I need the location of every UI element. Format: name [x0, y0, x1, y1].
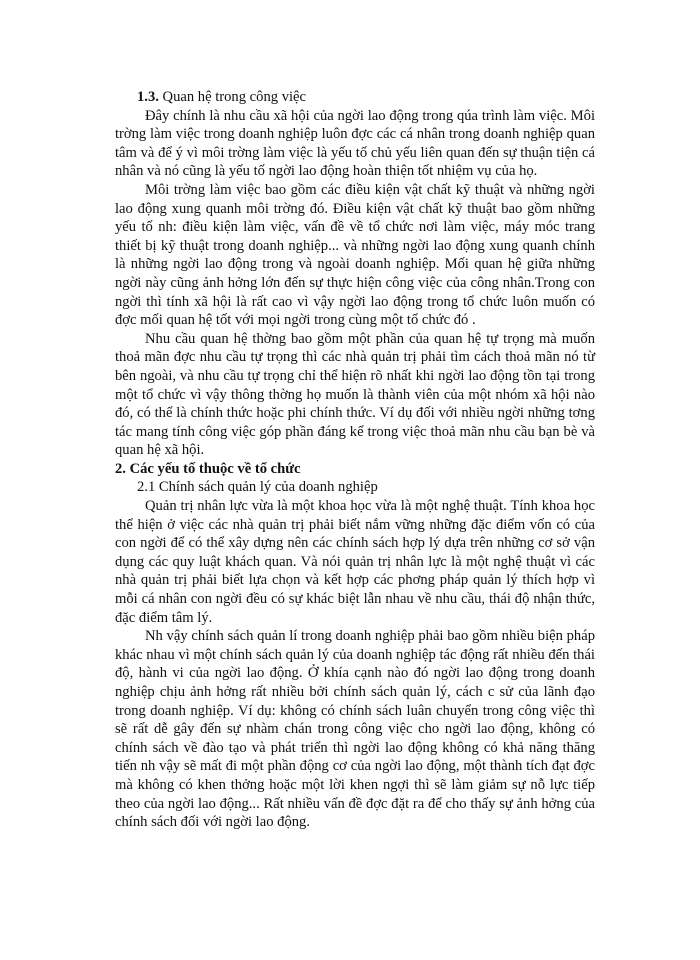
paragraph-2-1-a: Quản trị nhân lực vừa là một khoa học vừa là một nghệ thuật. Tính khoa học thể hiện ở việc các nhà quản trị phải biết nắm vững những đặc điểm vốn có của con ngời để có thể xây dựng nên các chính sách hợp lý dựa trên những cơ sở vận dụng các quy luật khách quan. Và nói quản trị nhân lực là một nghệ thuật vì các nhà quản trị phải biết lựa chọn và kết hợp các phơng pháp quản lý thích hợp vì mỗi cá nhân con ngời đều có sự khác biệt lẫn nhau về nhu cầu, thái độ nhận thức, đặc điểm tâm lý. — [115, 498, 595, 626]
heading-1-3-number: 1.3. — [137, 89, 159, 105]
heading-2-1: 2.1 Chính sách quản lý của doanh nghiệp — [137, 479, 378, 496]
paragraph-2-1-b: Nh vậy chính sách quản lí trong doanh nghiệp phải bao gồm nhiều biện pháp khác nhau vì một chính sách quản lý của doanh nghiệp tác động rất nhiều đến thái độ, hành vi của ngời lao động. Ở khía cạnh nào đó ngời lao động trong doanh nghiệp chịu ảnh hởng rất nhiều bởi chính sách quản lý, cách c sử của lãnh đạo trong doanh nghiệp. Ví dụ: không có chính sách luân chuyển trong công việc thì sẽ rất dễ gây đến sự nhàm chán trong công việc cho ngời lao động, không có chính sách về đào tạo và phát triển thì ngời lao động không có khả năng thăng tiến nh vậy sẽ mất đi một phần động cơ của ngời lao động, một thành tích đạt đợc mà không có khen thởng hoặc một lời khen ngợi thì sẽ làm giảm sự nỗ lực tiếp theo của ngời lao động... Rất nhiều vấn đề đợc đặt ra để cho thấy sự ảnh hởng của chính sách đối với ngời lao động. — [115, 628, 595, 831]
heading-1-3-title: Quan hệ trong công việc — [158, 89, 306, 105]
paragraph-1-3-c: Nhu cầu quan hệ thờng bao gồm một phần của quan hệ tự trọng mà muốn thoả mãn đợc nhu cầu tự trọng thì các nhà quản trị phải tìm cách thoả mãn nó từ bên ngoài, và nhu cầu tự trọng chỉ thể hiện rõ nhất khi ngời lao động tồn tại trong một tổ chức vì vậy thông thờng họ muốn là thành viên của một nhóm xã hội nào đó, có thể là chính thức hoặc phi chính thức. Ví dụ đối với nhiều ngời những tơng tác mang tính công việc góp phần đáng kể trong việc thoả mãn nhu cầu bạn bè và quan hệ xã hội. — [115, 330, 595, 459]
paragraph-1-3-b: Môi trờng làm việc bao gồm các điều kiện vật chất kỹ thuật và những ngời lao động xung quanh môi trờng đó. Điều kiện vật chất kỹ thuật bao gồm những yếu tố nh: điều kiện làm việc, vấn đề về tổ chức nơi làm việc, máy móc trang thiết bị kỹ thuật trong doanh nghiệp... và những ngời lao động xung quanh chính là những ngời lao động trong và ngoài doanh nghiệp. Mối quan hệ giữa những ngời này cũng ảnh hởng lớn đến sự thực hiện công việc của công nhân.Trong con ngời thì tính xã hội là rất cao vì vậy ngời lao động trong tổ chức luôn muốn có đợc mối quan hệ tốt với mọi ngời trong cùng một tổ chức đó . — [115, 181, 595, 329]
paragraph-1-3-a: Đây chính là nhu cầu xã hội của ngời lao động trong qúa trình làm việc. Môi trờng làm việc trong doanh nghiệp luôn đợc các cá nhân trong doanh nghiệp quan tâm và để ý vì môi trờng làm việc là yếu tố chủ yếu liên quan đến sự thuận tiện cá nhân và nó cũng là yếu tố ngời lao động hoàn thiện tốt nhiệm vụ của họ. — [115, 107, 595, 180]
heading-1-3 — [115, 88, 595, 107]
document-body — [115, 88, 595, 832]
heading-2: 2. Các yếu tố thuộc về tổ chức — [115, 460, 301, 477]
